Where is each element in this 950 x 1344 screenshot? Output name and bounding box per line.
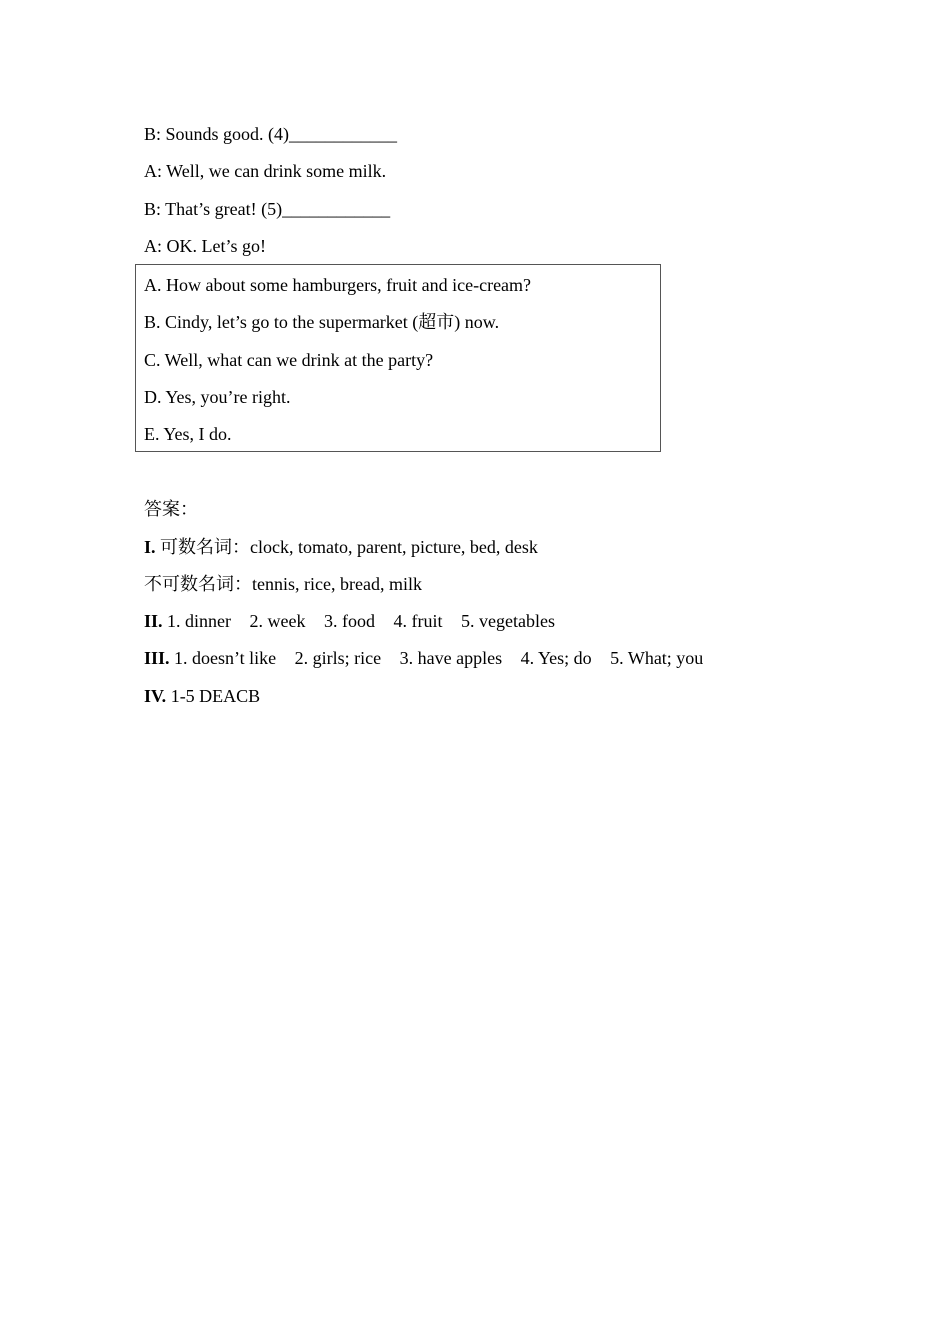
dialogue-line-2: A: Well, we can drink some milk. [144, 161, 387, 181]
option-b: B. Cindy, let’s go to the supermarket (超市) now. [144, 312, 500, 332]
options-box [135, 264, 661, 452]
section-i-label: I. [144, 537, 156, 557]
section-ii-item-5: 5. vegetables [460, 611, 555, 631]
section-ii-label: II. [144, 611, 163, 631]
section-iii-item-3: 3. have apples [399, 648, 503, 668]
section-iii-item-2: 2. girls; rice [294, 648, 382, 668]
dialogue-line-3: B: That’s great! (5)____________ [144, 199, 391, 219]
option-a: A. How about some hamburgers, fruit and ice-cream? [144, 275, 532, 295]
section-iv-label: IV. [144, 686, 167, 706]
option-c: C. Well, what can we drink at the party? [144, 350, 434, 370]
section-iii-label: III. [144, 648, 170, 668]
section-ii-item-1: 1. dinner [167, 611, 231, 631]
answers-title: 答案： [144, 499, 198, 519]
section-i-countable: 可数名词：clock, tomato, parent, picture, bed, desk [160, 537, 538, 557]
section-i-uncountable: 不可数名词：tennis, rice, bread, milk [144, 574, 422, 594]
answer-section-i [144, 537, 538, 557]
option-e: E. Yes, I do. [144, 424, 232, 444]
dialogue-line-4: A: OK. Let’s go! [144, 236, 266, 256]
section-ii-item-4: 4. fruit [393, 611, 443, 631]
option-d: D. Yes, you’re right. [144, 387, 291, 407]
answer-section-ii [144, 611, 555, 631]
answer-section-iv [144, 686, 260, 706]
section-iv-text: 1-5 DEACB [170, 686, 261, 706]
section-ii-item-2: 2. week [249, 611, 306, 631]
section-ii-item-3: 3. food [323, 611, 375, 631]
section-iii-item-4: 4. Yes; do [520, 648, 592, 668]
section-iii-item-1: 1. doesn’t like [174, 648, 277, 668]
answer-section-iii [144, 648, 703, 668]
dialogue-line-1: B: Sounds good. (4)____________ [144, 124, 398, 144]
section-iii-item-5: 5. What; you [610, 648, 704, 668]
